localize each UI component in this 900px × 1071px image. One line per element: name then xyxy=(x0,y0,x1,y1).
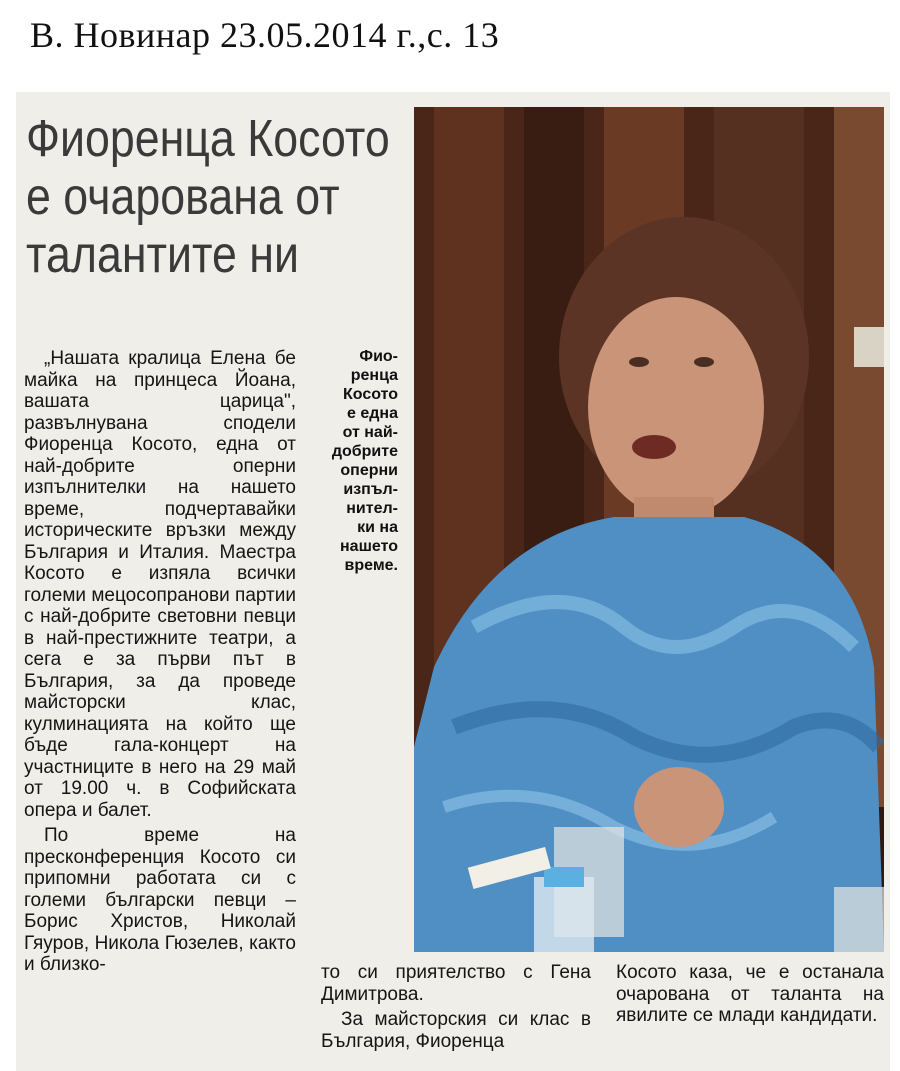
article-column-middle xyxy=(321,962,591,1056)
article-paragraph-4: За майсторския си клас в България, Фиоренца xyxy=(321,1009,591,1052)
portrait-illustration xyxy=(414,107,884,952)
article-photo xyxy=(414,107,884,952)
article-headline xyxy=(26,110,390,284)
newspaper-clipping xyxy=(16,92,890,1071)
article-column-left xyxy=(24,348,296,980)
article-paragraph-2: По време на пресконференция Косото си припомни работата си с големи български певци – Борис Христов, Николай Гяуров, Никола Гюзелев, както и близко- xyxy=(24,825,296,975)
article-paragraph-5: Косото каза, че е останала очарована от таланта на явилите се млади кандидати. xyxy=(616,962,884,1026)
article-column-right xyxy=(616,962,884,1031)
publication-source: В. Новинар 23.05.2014 г.,с. 13 xyxy=(30,15,500,55)
photo-caption: Фио- ренца Косото е една от най- добрите оперни изпъл- нител- ки на нашето време. xyxy=(331,348,398,574)
headline-line-1: Фиоренца Косото xyxy=(26,110,390,168)
article-paragraph-3: то си приятелство с Гена Димитрова. xyxy=(321,962,591,1005)
article-paragraph-1: „Нашата кралица Елена бе майка на принцеса Йоана, вашата царица", развълнувана сподели Фиоренца Косото, една от най-добрите оперни изпълнителки на нашето време, подчертавайки историческите връзки между България и Италия. Маестра Косото е изпяла всички големи мецосопранови партии с най-добрите световни певци в най-престижните театри, а сега е за първи път в България, за да проведе майсторски клас, кулминацията на който ще бъде гала-концерт на участниците в него на 29 май от 19.00 ч. в Софийската опера и балет. xyxy=(24,348,296,821)
headline-line-3: талантите ни xyxy=(26,226,299,284)
headline-line-2: е очарована от xyxy=(26,168,340,226)
